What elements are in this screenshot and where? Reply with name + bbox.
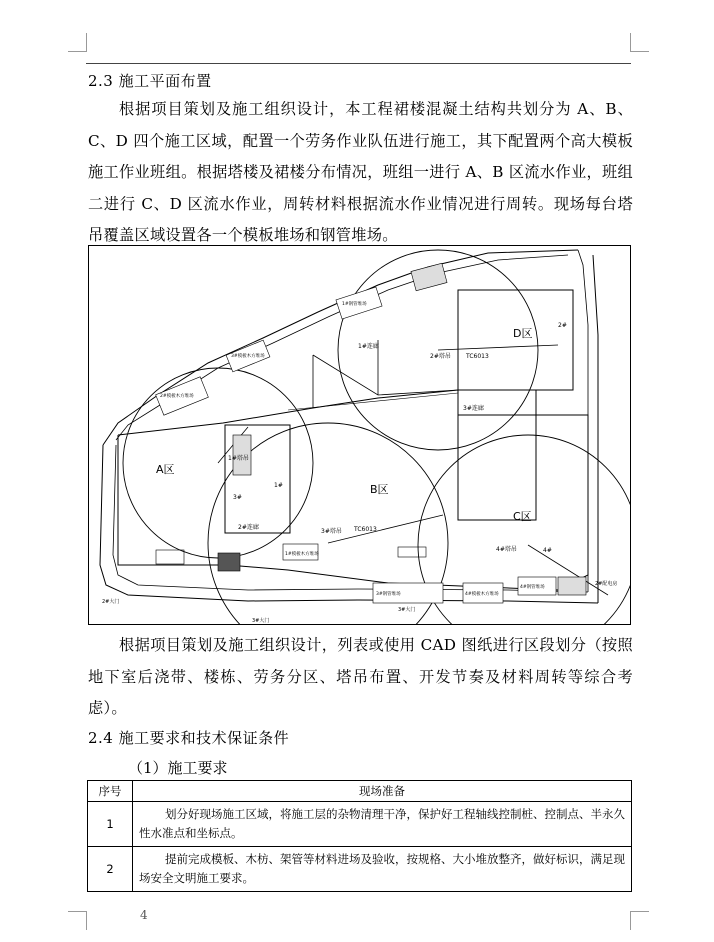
crane-model-label-2: TC6013 <box>354 526 377 533</box>
crane-label-3: 3#塔吊 <box>321 528 342 535</box>
table-cell-text <box>133 847 632 892</box>
table-cell-text <box>133 802 632 847</box>
table-header-row <box>88 781 632 802</box>
yard-label-5: 3#钢管堆场 <box>376 592 401 597</box>
corridor-label-3: 3#连廊 <box>463 405 484 412</box>
table-row <box>88 847 632 892</box>
table-cell-no: 1 <box>88 802 133 847</box>
yard-label-2: 3#模板木方堆场 <box>231 354 265 359</box>
crop-mark-bottom-left <box>68 911 87 930</box>
crop-mark-bottom-right <box>630 911 649 930</box>
site-plan-svg <box>88 245 631 625</box>
section-heading-2-4: 2.4 施工要求和技术保证条件 <box>88 729 290 747</box>
requirements-table <box>87 780 632 892</box>
table-header-no: 序号 <box>88 781 133 802</box>
paragraph-1-text: 根据项目策划及施工组织设计，本工程裙楼混凝土结构共划分为 A、B、C、D 四个施工区域，配置一个劳务作业队伍进行施工，其下配置两个高大模板施工作业班组。根据塔楼及裙楼分布情况，班组一进行 A、B 区流水作业，班组二进行 C、D 区流水作业，周转材料根据流水作业情况进行周转。现场每台塔吊覆盖区域设置各一个模板堆场和钢管堆场。 <box>88 100 633 244</box>
marker-label-3: 4# <box>543 547 552 554</box>
marker-label-4: 1# <box>274 482 283 489</box>
table-header-prep: 现场准备 <box>133 781 632 802</box>
table-cell-text-content: 划分好现场施工区域，将施工层的杂物清理干净，保护好工程轴线控制桩、控制点、半永久性水准点和坐标点。 <box>139 807 625 840</box>
table-cell-text-content: 提前完成模板、木枋、架管等材料进场及验收，按规格、大小堆放整齐，做好标识，满足现场安全文明施工要求。 <box>139 852 625 885</box>
yard-label-1: 2#模板木方堆场 <box>160 394 194 399</box>
paragraph-1 <box>88 94 633 252</box>
gate-label-3: 3#大门 <box>398 607 416 613</box>
zone-label-a: A区 <box>156 463 175 476</box>
paragraph-2-text: 根据项目策划及施工组织设计，列表或使用 CAD 图纸进行区段划分（按照地下室后浇带、楼栋、劳务分区、塔吊布置、开发节奏及材料周转等综合考虑）。 <box>88 636 633 717</box>
crop-mark-top-right <box>630 33 649 52</box>
table-cell-no: 2 <box>88 847 133 892</box>
crane-label-2: 2#塔吊 <box>430 353 451 360</box>
crane-label-1: 1#塔吊 <box>228 455 249 462</box>
corridor-label-1: 1#连廊 <box>358 343 379 350</box>
corridor-label-2: 2#连廊 <box>238 524 259 531</box>
table-row <box>88 802 632 847</box>
yard-label-3: 1#模板木方堆场 <box>285 552 319 557</box>
yard-label-4: 1#钢管堆场 <box>342 302 367 307</box>
gate-label-1: 2#大门 <box>102 599 120 605</box>
crane-model-label-1: TC6013 <box>466 353 489 360</box>
zone-label-b: B区 <box>370 483 389 496</box>
site-plan-drawing <box>88 245 631 625</box>
marker-label-2: 3# <box>233 494 242 501</box>
yard-label-6: 4#模板木方堆场 <box>465 592 499 597</box>
zone-label-d: D区 <box>513 327 533 340</box>
paragraph-2 <box>88 630 633 725</box>
power-room-label: 2#配电房 <box>595 581 618 587</box>
header-rule <box>86 63 631 64</box>
gate-label-2: 3#大门 <box>252 618 270 624</box>
marker-label-1: 2# <box>558 322 567 329</box>
crop-mark-top-left <box>68 33 87 52</box>
section-heading-2-3: 2.3 施工平面布置 <box>88 72 212 90</box>
subheading-construction-requirements: （1）施工要求 <box>128 759 228 777</box>
page-number: 4 <box>140 908 148 922</box>
yard-label-7: 4#钢管堆场 <box>520 585 545 590</box>
crane-label-4: 4#塔吊 <box>496 546 517 553</box>
zone-label-c: C区 <box>513 510 532 523</box>
